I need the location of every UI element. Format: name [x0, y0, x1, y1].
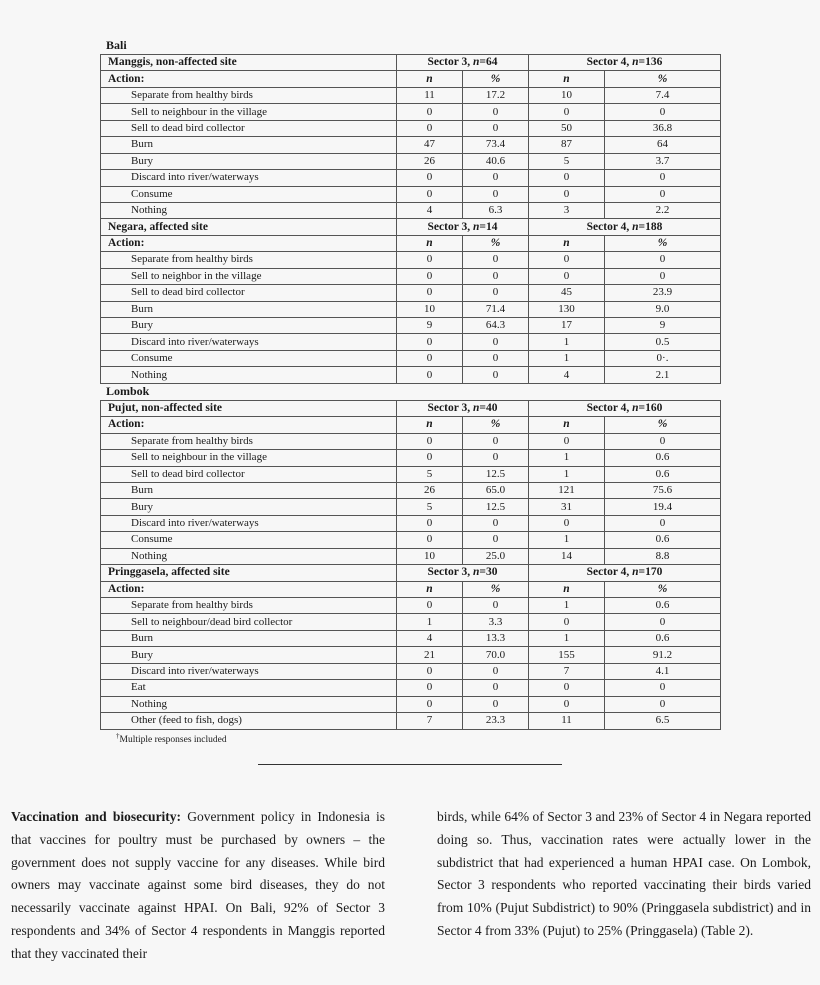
sector4-header: Sector 4, n=170	[529, 565, 721, 581]
sector4-pct: 0·.	[605, 350, 721, 366]
region-title: Bali	[106, 38, 127, 52]
action-name: Discard into river/waterways	[101, 515, 397, 531]
sector4-pct: 0	[605, 696, 721, 712]
table-row	[101, 87, 721, 103]
sector4-n: 14	[529, 548, 605, 564]
sector4-pct: 8.8	[605, 548, 721, 564]
sector4-pct: 0	[605, 170, 721, 186]
sector3-n: 1	[397, 614, 463, 630]
table-row	[101, 482, 721, 498]
action-label: Action:	[101, 417, 397, 433]
sector3-pct: 0	[463, 186, 529, 202]
action-name: Discard into river/waterways	[101, 170, 397, 186]
sector3-n: 47	[397, 137, 463, 153]
table-row	[101, 466, 721, 482]
sector4-pct: 0.6	[605, 630, 721, 646]
action-name: Separate from healthy birds	[101, 433, 397, 449]
site-name: Manggis, non-affected site	[101, 55, 397, 71]
action-name: Sell to dead bird collector	[101, 120, 397, 136]
action-name: Separate from healthy birds	[101, 87, 397, 103]
sector4-n: 0	[529, 252, 605, 268]
sector4-header: Sector 4, n=136	[529, 55, 721, 71]
sector3-n: 0	[397, 350, 463, 366]
sector4-pct: 6.5	[605, 713, 721, 729]
sector4-n: 87	[529, 137, 605, 153]
sector4-n: 0	[529, 515, 605, 531]
action-header-row	[101, 71, 721, 87]
n-label: n	[529, 417, 605, 433]
action-name: Consume	[101, 350, 397, 366]
sector4-n: 31	[529, 499, 605, 515]
action-name: Burn	[101, 137, 397, 153]
table-row	[101, 318, 721, 334]
action-name: Other (feed to fish, dogs)	[101, 713, 397, 729]
sector3-n: 0	[397, 433, 463, 449]
action-name: Nothing	[101, 696, 397, 712]
sector3-n: 0	[397, 120, 463, 136]
table-row	[101, 680, 721, 696]
n-label: n	[397, 235, 463, 251]
pct-label: %	[605, 235, 721, 251]
sector4-pct: 0	[605, 252, 721, 268]
sector3-header: Sector 3, n=30	[397, 565, 529, 581]
table-row	[101, 252, 721, 268]
sector4-pct: 0	[605, 268, 721, 284]
action-name: Separate from healthy birds	[101, 252, 397, 268]
sector3-n: 0	[397, 367, 463, 383]
sector4-pct: 0	[605, 433, 721, 449]
footnote-mark: †	[116, 731, 120, 740]
sector4-n: 1	[529, 334, 605, 350]
action-label: Action:	[101, 71, 397, 87]
sector3-n: 11	[397, 87, 463, 103]
sector3-n: 0	[397, 104, 463, 120]
sector3-n: 0	[397, 334, 463, 350]
sector4-pct: 0	[605, 680, 721, 696]
sector4-pct: 0.5	[605, 334, 721, 350]
body-text-left: Government policy in Indonesia is that vaccines for poultry must be purchased by owners – the government does not supply vaccine for any diseases. While bird owners may vaccinate against some bird diseases, they do not necessarily vaccinate against HPAI. On Bali, 92% of Sector 3 respondents and 34% of Sector 4 respondents in Manggis reported that they vaccinated their	[11, 809, 386, 961]
action-name: Discard into river/waterways	[101, 334, 397, 350]
pct-label: %	[605, 417, 721, 433]
sector3-n: 0	[397, 170, 463, 186]
sector4-pct: 2.1	[605, 367, 721, 383]
sector4-n: 0	[529, 186, 605, 202]
sector4-header: Sector 4, n=160	[529, 400, 721, 416]
action-name: Discard into river/waterways	[101, 663, 397, 679]
action-name: Bury	[101, 153, 397, 169]
sector3-pct: 12.5	[463, 499, 529, 515]
sector3-pct: 0	[463, 598, 529, 614]
action-name: Eat	[101, 680, 397, 696]
sector3-pct: 25.0	[463, 548, 529, 564]
region-title: Lombok	[106, 383, 150, 398]
sector4-pct: 0	[605, 186, 721, 202]
sector3-n: 0	[397, 285, 463, 301]
sector3-pct: 6.3	[463, 202, 529, 218]
sector4-n: 130	[529, 301, 605, 317]
action-name: Nothing	[101, 548, 397, 564]
sector3-n: 0	[397, 598, 463, 614]
sector4-n: 10	[529, 87, 605, 103]
n-label: n	[397, 581, 463, 597]
sector3-header: Sector 3, n=64	[397, 55, 529, 71]
pct-label: %	[463, 417, 529, 433]
action-name: Burn	[101, 301, 397, 317]
divider	[258, 764, 562, 765]
sector3-n: 26	[397, 153, 463, 169]
pct-label: %	[463, 71, 529, 87]
sector3-header: Sector 3, n=40	[397, 400, 529, 416]
table-row	[101, 170, 721, 186]
sector3-n: 5	[397, 499, 463, 515]
table-row	[101, 614, 721, 630]
action-name: Bury	[101, 318, 397, 334]
table-row	[101, 713, 721, 729]
site-name: Negara, affected site	[101, 219, 397, 235]
sector3-pct: 0	[463, 663, 529, 679]
sector4-n: 0	[529, 614, 605, 630]
sector4-n: 5	[529, 153, 605, 169]
action-name: Burn	[101, 630, 397, 646]
sector3-pct: 17.2	[463, 87, 529, 103]
pct-label: %	[605, 581, 721, 597]
table-row	[101, 433, 721, 449]
sector4-pct: 64	[605, 137, 721, 153]
table-row	[101, 663, 721, 679]
action-name: Bury	[101, 647, 397, 663]
sector4-pct: 0	[605, 515, 721, 531]
sector4-pct: 23.9	[605, 285, 721, 301]
sector3-pct: 0	[463, 433, 529, 449]
sector4-pct: 0.6	[605, 466, 721, 482]
sector4-n: 0	[529, 680, 605, 696]
sector4-n: 121	[529, 482, 605, 498]
sector3-n: 21	[397, 647, 463, 663]
sector4-n: 1	[529, 598, 605, 614]
sector4-n: 1	[529, 532, 605, 548]
sector3-n: 26	[397, 482, 463, 498]
sector3-n: 0	[397, 450, 463, 466]
action-name: Bury	[101, 499, 397, 515]
sector3-n: 0	[397, 515, 463, 531]
sector3-pct: 0	[463, 268, 529, 284]
sector3-n: 9	[397, 318, 463, 334]
sector3-pct: 0	[463, 515, 529, 531]
sector3-pct: 0	[463, 367, 529, 383]
site-header-row	[101, 400, 721, 416]
table-row	[101, 186, 721, 202]
sector3-header: Sector 3, n=14	[397, 219, 529, 235]
table-row	[101, 515, 721, 531]
results-table	[100, 400, 721, 730]
sector4-n: 155	[529, 647, 605, 663]
sector3-pct: 3.3	[463, 614, 529, 630]
action-name: Sell to neighbour in the village	[101, 104, 397, 120]
sector3-pct: 71.4	[463, 301, 529, 317]
site-header-row	[101, 55, 721, 71]
action-name: Consume	[101, 186, 397, 202]
action-name: Sell to neighbour/dead bird collector	[101, 614, 397, 630]
sector4-pct: 4.1	[605, 663, 721, 679]
body-column-right	[437, 806, 811, 943]
sector3-pct: 70.0	[463, 647, 529, 663]
sector3-pct: 40.6	[463, 153, 529, 169]
sector3-pct: 12.5	[463, 466, 529, 482]
action-name: Sell to dead bird collector	[101, 466, 397, 482]
sector3-n: 0	[397, 680, 463, 696]
action-name: Burn	[101, 482, 397, 498]
table-row	[101, 334, 721, 350]
sector3-n: 10	[397, 548, 463, 564]
sector4-pct: 36.8	[605, 120, 721, 136]
table-row	[101, 367, 721, 383]
sector4-n: 7	[529, 663, 605, 679]
table-row	[101, 696, 721, 712]
table-row	[101, 285, 721, 301]
sector4-n: 0	[529, 433, 605, 449]
site-name: Pringgasela, affected site	[101, 565, 397, 581]
n-label: n	[529, 581, 605, 597]
sector4-n: 1	[529, 450, 605, 466]
sector4-n: 45	[529, 285, 605, 301]
sector4-pct: 19.4	[605, 499, 721, 515]
sector3-n: 0	[397, 252, 463, 268]
action-label: Action:	[101, 235, 397, 251]
sector3-pct: 0	[463, 104, 529, 120]
sector3-n: 7	[397, 713, 463, 729]
sector3-n: 10	[397, 301, 463, 317]
n-label: n	[397, 71, 463, 87]
n-label: n	[529, 235, 605, 251]
body-text-right: birds, while 64% of Sector 3 and 23% of Sector 4 in Negara reported doing so. Thus, vaccination rates were actually lower in the subdistrict that had experienced a human HPAI case. On Lombok, Sector 3 respondents who reported vaccinating their birds varied from 10% (Pujut Subdistrict) to 90% (Pringgasela subdistrict) and in Sector 4 from 33% (Pujut) to 25% (Pringgasela) (Table 2).	[437, 809, 811, 938]
pct-label: %	[605, 71, 721, 87]
action-name: Nothing	[101, 367, 397, 383]
sector3-pct: 64.3	[463, 318, 529, 334]
sector3-pct: 0	[463, 696, 529, 712]
site-header-row	[101, 219, 721, 235]
table-row	[101, 499, 721, 515]
sector3-n: 5	[397, 466, 463, 482]
sector4-pct: 0.6	[605, 532, 721, 548]
sector3-n: 4	[397, 630, 463, 646]
table-row	[101, 137, 721, 153]
sector4-n: 0	[529, 696, 605, 712]
sector3-n: 0	[397, 663, 463, 679]
sector3-n: 0	[397, 696, 463, 712]
action-header-row	[101, 235, 721, 251]
sector4-pct: 9	[605, 318, 721, 334]
table-row	[101, 548, 721, 564]
sector4-n: 1	[529, 350, 605, 366]
sector3-n: 0	[397, 268, 463, 284]
table-row	[101, 450, 721, 466]
action-name: Separate from healthy birds	[101, 598, 397, 614]
sector4-header: Sector 4, n=188	[529, 219, 721, 235]
sector4-n: 11	[529, 713, 605, 729]
action-name: Consume	[101, 532, 397, 548]
action-name: Sell to dead bird collector	[101, 285, 397, 301]
site-name: Pujut, non-affected site	[101, 400, 397, 416]
sector3-pct: 73.4	[463, 137, 529, 153]
sector3-pct: 0	[463, 334, 529, 350]
table-row	[101, 598, 721, 614]
sector4-n: 0	[529, 104, 605, 120]
sector4-n: 0	[529, 170, 605, 186]
table-row	[101, 350, 721, 366]
sector4-pct: 0	[605, 614, 721, 630]
sector3-pct: 0	[463, 680, 529, 696]
table-row	[101, 301, 721, 317]
table-row	[101, 120, 721, 136]
sector4-n: 1	[529, 630, 605, 646]
sector4-pct: 2.2	[605, 202, 721, 218]
site-header-row	[101, 565, 721, 581]
sector3-pct: 0	[463, 285, 529, 301]
sector3-n: 4	[397, 202, 463, 218]
sector4-n: 3	[529, 202, 605, 218]
table-row	[101, 202, 721, 218]
sector4-n: 17	[529, 318, 605, 334]
sector4-n: 50	[529, 120, 605, 136]
footnote	[100, 732, 720, 745]
table-row	[101, 630, 721, 646]
sector4-pct: 0.6	[605, 450, 721, 466]
sector3-pct: 13.3	[463, 630, 529, 646]
pct-label: %	[463, 581, 529, 597]
action-header-row	[101, 417, 721, 433]
sector3-pct: 0	[463, 120, 529, 136]
pct-label: %	[463, 235, 529, 251]
results-table	[100, 54, 721, 384]
sector3-pct: 0	[463, 450, 529, 466]
table-row	[101, 532, 721, 548]
table-row	[101, 153, 721, 169]
sector3-pct: 65.0	[463, 482, 529, 498]
table-area	[100, 38, 720, 745]
sector3-pct: 0	[463, 532, 529, 548]
sector4-pct: 0.6	[605, 598, 721, 614]
sector4-n: 4	[529, 367, 605, 383]
sector3-n: 0	[397, 186, 463, 202]
sector3-n: 0	[397, 532, 463, 548]
action-header-row	[101, 581, 721, 597]
sector4-n: 0	[529, 268, 605, 284]
n-label: n	[397, 417, 463, 433]
sector3-pct: 0	[463, 252, 529, 268]
table-row	[101, 268, 721, 284]
sector4-n: 1	[529, 466, 605, 482]
sector4-pct: 7.4	[605, 87, 721, 103]
sector3-pct: 0	[463, 350, 529, 366]
action-name: Sell to neighbor in the village	[101, 268, 397, 284]
sector4-pct: 75.6	[605, 482, 721, 498]
sector4-pct: 0	[605, 104, 721, 120]
body-column-left	[11, 806, 385, 966]
table-row	[101, 647, 721, 663]
sector4-pct: 91.2	[605, 647, 721, 663]
action-label: Action:	[101, 581, 397, 597]
action-name: Sell to neighbour in the village	[101, 450, 397, 466]
section-heading: Vaccination and biosecurity:	[11, 809, 182, 824]
sector3-pct: 23.3	[463, 713, 529, 729]
footnote-text: Multiple responses included	[119, 734, 227, 745]
sector4-pct: 9.0	[605, 301, 721, 317]
sector3-pct: 0	[463, 170, 529, 186]
table-row	[101, 104, 721, 120]
sector4-pct: 3.7	[605, 153, 721, 169]
n-label: n	[529, 71, 605, 87]
action-name: Nothing	[101, 202, 397, 218]
